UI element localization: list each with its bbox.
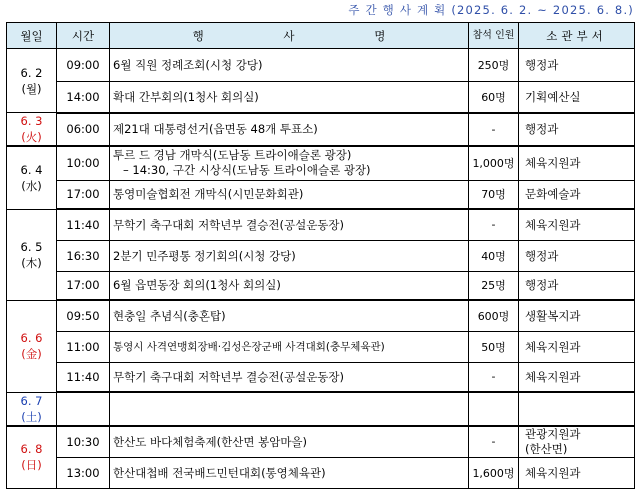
event-cell: 제21대 대통령선거(읍면동 48개 투표소) bbox=[110, 113, 469, 147]
header-dept: 소관부서 bbox=[519, 23, 635, 49]
date-cell: 6. 4 (水) bbox=[7, 146, 57, 209]
event-cell: 한산도 바다체험축제(한산면 봉암마을) bbox=[110, 426, 469, 458]
dept-cell: 체육지원과 bbox=[519, 331, 635, 362]
dept-cell: 체육지원과 bbox=[519, 209, 635, 240]
table-row bbox=[7, 113, 635, 147]
event-cell: 확대 간부회의(1청사 회의실) bbox=[110, 82, 469, 113]
table-row bbox=[7, 331, 635, 362]
table-row bbox=[7, 426, 635, 458]
table-row bbox=[7, 300, 635, 331]
header-time: 시간 bbox=[57, 23, 110, 49]
dept-cell: 체육지원과 bbox=[519, 362, 635, 392]
count-cell: 40명 bbox=[469, 240, 519, 271]
dept-cell: 행정과 bbox=[519, 271, 635, 300]
count-cell: 60명 bbox=[469, 82, 519, 113]
time-cell: 10:30 bbox=[57, 426, 110, 458]
count-cell: - bbox=[469, 426, 519, 458]
event-cell: 통영시 사격연맹회장배·김성은장군배 사격대회(충무체육관) bbox=[110, 331, 469, 362]
table-row bbox=[7, 271, 635, 300]
event-cell: 통영미술협회전 개막식(시민문화회관) bbox=[110, 180, 469, 209]
date-cell: 6. 8 (日) bbox=[7, 426, 57, 489]
header-day: 월일 bbox=[7, 23, 57, 49]
dept-cell: 생활복지과 bbox=[519, 300, 635, 331]
dept-cell bbox=[519, 392, 635, 426]
count-cell: 1,000명 bbox=[469, 146, 519, 180]
table-row bbox=[7, 240, 635, 271]
table-row bbox=[7, 362, 635, 392]
header-row bbox=[7, 23, 635, 49]
dept-cell: 체육지원과 bbox=[519, 458, 635, 489]
header-count: 참석 인원 bbox=[469, 23, 519, 49]
dept-cell: 기획예산실 bbox=[519, 82, 635, 113]
event-cell: 6월 읍면동장 회의(1청사 회의실) bbox=[110, 271, 469, 300]
table-row bbox=[7, 49, 635, 82]
date-cell: 6. 7 (土) bbox=[7, 392, 57, 426]
time-cell: 11:00 bbox=[57, 331, 110, 362]
date-cell: 6. 6 (金) bbox=[7, 300, 57, 392]
count-cell: 250명 bbox=[469, 49, 519, 82]
count-cell: - bbox=[469, 209, 519, 240]
count-cell: 25명 bbox=[469, 271, 519, 300]
table-row bbox=[7, 180, 635, 209]
table-row bbox=[7, 458, 635, 489]
time-cell: 17:00 bbox=[57, 271, 110, 300]
dept-cell: 문화예술과 bbox=[519, 180, 635, 209]
event-cell: 현충일 추념식(충혼탑) bbox=[110, 300, 469, 331]
dept-cell: 행정과 bbox=[519, 240, 635, 271]
dept-cell: 행정과 bbox=[519, 113, 635, 147]
date-cell: 6. 5 (木) bbox=[7, 209, 57, 300]
date-cell: 6. 2 (월) bbox=[7, 49, 57, 113]
count-cell: - bbox=[469, 113, 519, 147]
event-cell: 한산대첩배 전국배드민턴대회(통영체육관) bbox=[110, 458, 469, 489]
time-cell: 17:00 bbox=[57, 180, 110, 209]
time-cell: 11:40 bbox=[57, 209, 110, 240]
date-cell: 6. 3 (火) bbox=[7, 113, 57, 147]
count-cell: 70명 bbox=[469, 180, 519, 209]
header-event: 행 사 명 bbox=[110, 23, 469, 49]
event-cell: 무학기 축구대회 저학년부 결승전(공설운동장) bbox=[110, 362, 469, 392]
dept-cell: 관광지원과 (한산면) bbox=[519, 426, 635, 458]
page-title: 주 간 행 사 계 획 (2025. 6. 2. ~ 2025. 6. 8.) bbox=[348, 3, 634, 17]
weekly-schedule-table bbox=[6, 22, 635, 489]
table-row bbox=[7, 209, 635, 240]
time-cell: 09:00 bbox=[57, 49, 110, 82]
event-cell: 2분기 민주평통 정기회의(시청 강당) bbox=[110, 240, 469, 271]
table-row bbox=[7, 82, 635, 113]
time-cell: 10:00 bbox=[57, 146, 110, 180]
time-cell: 14:00 bbox=[57, 82, 110, 113]
event-cell: 6월 직원 정례조회(시청 강당) bbox=[110, 49, 469, 82]
time-cell: 09:50 bbox=[57, 300, 110, 331]
time-cell: 16:30 bbox=[57, 240, 110, 271]
count-cell: - bbox=[469, 362, 519, 392]
event-cell: 무학기 축구대회 저학년부 결승전(공설운동장) bbox=[110, 209, 469, 240]
dept-cell: 행정과 bbox=[519, 49, 635, 82]
table-row bbox=[7, 146, 635, 180]
dept-cell: 체육지원과 bbox=[519, 146, 635, 180]
time-cell bbox=[57, 392, 110, 426]
count-cell: 50명 bbox=[469, 331, 519, 362]
event-cell: 투르 드 경남 개막식(도남동 트라이애슬론 광장) – 14:30, 구간 시상식(도남동 트라이애슬론 광장) bbox=[110, 146, 469, 180]
event-cell bbox=[110, 392, 469, 426]
count-cell: 1,600명 bbox=[469, 458, 519, 489]
time-cell: 13:00 bbox=[57, 458, 110, 489]
count-cell bbox=[469, 392, 519, 426]
time-cell: 06:00 bbox=[57, 113, 110, 147]
time-cell: 11:40 bbox=[57, 362, 110, 392]
table-row bbox=[7, 392, 635, 426]
count-cell: 600명 bbox=[469, 300, 519, 331]
